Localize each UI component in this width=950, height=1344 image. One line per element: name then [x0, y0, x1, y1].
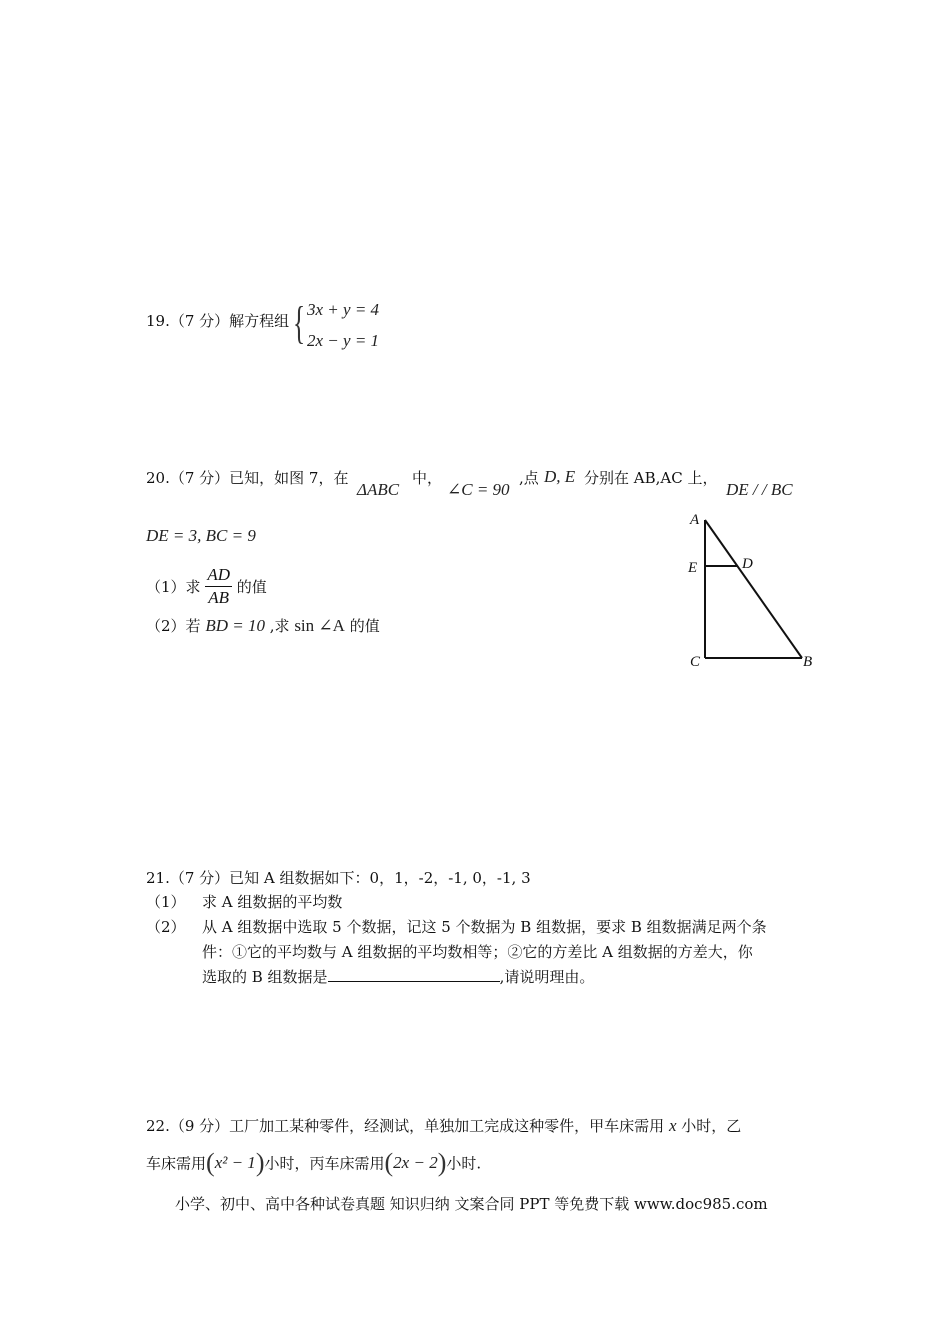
- q22-line1-end: 小时，乙: [681, 1117, 742, 1135]
- q20-part2-sin: sin ∠A: [294, 616, 345, 635]
- q22-line1-text: 22.（9 分）工厂加工某种零件，经测试，单独加工完成这种零件，甲车床需用: [146, 1117, 665, 1135]
- left-paren: (: [384, 1148, 394, 1177]
- q20-fraction-numerator: AD: [205, 565, 232, 587]
- q20-parallel: DE / / BC: [726, 480, 793, 499]
- q20-part1: [146, 565, 267, 608]
- q22-var-x: x: [668, 1116, 677, 1135]
- q21-part2-line1: 从 A 组数据中选取 5 个数据，记这 5 个数据为 B 组数据，要求 B 组数据满足两个条: [202, 918, 767, 936]
- right-paren: ): [437, 1148, 447, 1177]
- right-paren: ): [255, 1148, 265, 1177]
- answer-blank: [328, 967, 500, 982]
- segment-ab: [705, 520, 802, 658]
- q20-part1-prefix: （1）求: [146, 578, 201, 596]
- q20-part2: [146, 615, 380, 636]
- q21-part2-line3: [202, 966, 594, 987]
- q20-dian: ,点: [519, 469, 539, 487]
- left-paren: (: [206, 1148, 215, 1177]
- q20-fraction-denominator: AB: [208, 588, 230, 607]
- q22-line2-mid: 小时，丙车床需用: [264, 1154, 385, 1173]
- q22-expr2: 2x − 2: [393, 1153, 438, 1172]
- label-e: E: [688, 560, 698, 576]
- q20-label: 20.（7 分）已知，如图 7，在: [146, 469, 349, 487]
- q22-line2-end: 小时.: [446, 1154, 482, 1173]
- q20-zhong: 中，: [412, 469, 443, 487]
- page-footer: 小学、初中、高中各种试卷真题 知识归纳 文案合同 PPT 等免费下载 www.doc985.com: [175, 1195, 768, 1213]
- q20-part2-prefix: （2）若: [146, 617, 201, 635]
- q19-left-brace: {: [293, 297, 306, 348]
- q20-part1-suffix: 的值: [236, 578, 267, 596]
- q19-equation-2: 2x − y = 1: [307, 331, 380, 350]
- q21-part2-line2: 件：①它的平均数与 A 组数据的平均数相等；②它的方差比 A 组数据的方差大，你: [202, 943, 753, 961]
- q20-on-text: 分别在 AB,AC 上，: [584, 469, 718, 487]
- q20-points: D, E: [544, 467, 576, 486]
- q20-part2-bd: BD = 10: [205, 616, 265, 635]
- triangle-figure: [680, 505, 830, 680]
- q21-part2-number: （2）: [146, 918, 186, 936]
- q21-part1-number: （1）: [146, 893, 186, 911]
- label-d: D: [742, 556, 753, 572]
- label-a: A: [690, 512, 700, 528]
- q21-line3-prefix: 选取的 B 组数据是: [202, 968, 328, 986]
- q20-fraction: [205, 565, 232, 608]
- q21-part1-text: 求 A 组数据的平均数: [202, 893, 343, 911]
- q20-part2-suffix: 的值: [349, 617, 380, 635]
- label-c: C: [690, 654, 701, 670]
- q20-angle: ∠C = 90: [447, 480, 510, 499]
- q22-expr1: x² − 1: [214, 1153, 256, 1172]
- q22-line1: [146, 1115, 741, 1136]
- q22-line2: [146, 1148, 481, 1178]
- q22-line2-prefix: 车床需用: [146, 1154, 207, 1173]
- q21-label: 21.（7 分）已知 A 组数据如下：0，1，-2，-1, 0，-1, 3: [146, 869, 531, 887]
- q19-label: 19.（7 分）解方程组: [146, 312, 290, 330]
- label-b: B: [803, 654, 813, 670]
- q20-triangle: ΔABC: [357, 480, 400, 499]
- q20-part2-mid: ,求: [269, 617, 290, 635]
- q19-equation-1: 3x + y = 4: [307, 300, 380, 319]
- q21-line3-suffix: ,请说明理由。: [499, 968, 595, 986]
- q20-given: DE = 3, BC = 9: [146, 526, 256, 545]
